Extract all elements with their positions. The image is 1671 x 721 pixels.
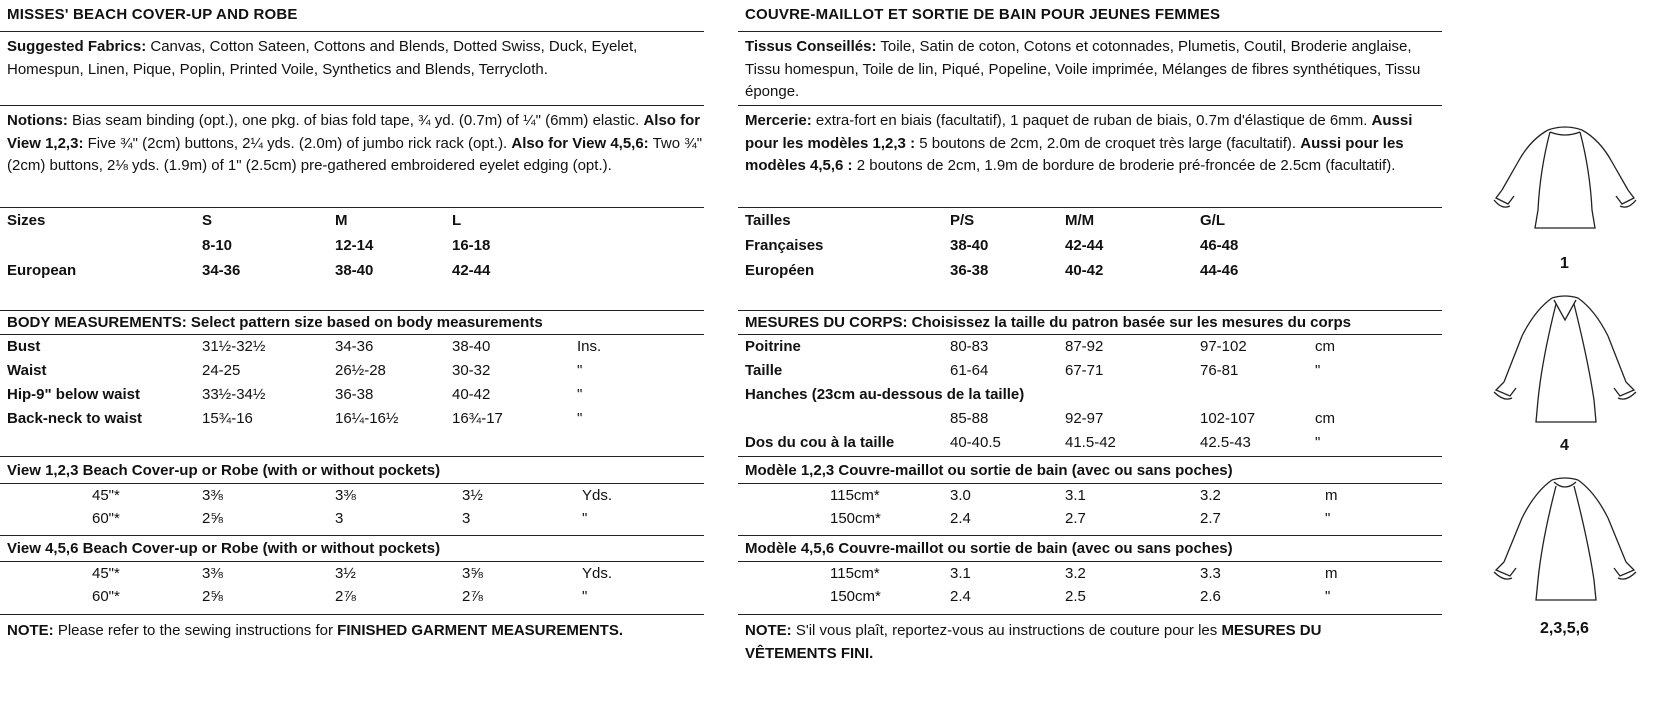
unit-value: Ins. (577, 338, 602, 355)
cell-value: 26½-28 (335, 362, 386, 379)
cell-value: 2⅝ (202, 510, 223, 527)
cell-value: 3½ (335, 565, 356, 582)
divider (738, 310, 1442, 311)
size-value: 42-44 (1065, 237, 1104, 254)
fabrics-text: Canvas, Cotton Sateen, Cottons and Blends, Dotted Swiss, Duck, Eyelet, Homespun, Linen, Pique, Poplin, Printed Voile, Synthetics and Blends, Terrycloth. (7, 38, 638, 78)
unit-value: cm (1315, 410, 1335, 427)
cell-value: 3⅜ (202, 487, 223, 504)
unit-value: " (577, 410, 583, 427)
size-value: 38-40 (950, 237, 989, 254)
cell-value: 97-102 (1200, 338, 1247, 355)
notions-also1-text: Five ¾" (2cm) buttons, 2¼ yds. (2.0m) of jumbo rick rack (opt.). (87, 134, 508, 152)
cell-value: 30-32 (452, 362, 491, 379)
note-label: NOTE: (7, 622, 54, 639)
fabric-width: 115cm* (830, 487, 880, 504)
size-value: 12-14 (335, 237, 374, 254)
fabric-width: 150cm* (830, 588, 881, 605)
divider (0, 207, 704, 208)
cell-value: 3.2 (1065, 565, 1086, 582)
cell-value: 2.5 (1065, 588, 1086, 605)
divider (738, 561, 1442, 562)
cell-value: 3⅜ (335, 487, 356, 504)
size-value: 34-36 (202, 262, 241, 279)
cell-value: 3.0 (950, 487, 971, 504)
cell-value: 87-92 (1065, 338, 1104, 355)
divider (738, 614, 1442, 615)
divider (738, 207, 1442, 208)
cell-value: 2.4 (950, 588, 971, 605)
cell-value: 80-83 (950, 338, 989, 355)
notions-text: Bias seam binding (opt.), one pkg. of bias fold tape, ¾ yd. (0.7m) of ¼" (6mm) elastic. (72, 112, 640, 129)
body-measurements-header: BODY MEASUREMENTS: Select pattern size based on body measurements (7, 314, 543, 331)
note-text: S'il vous plaît, reportez-vous au instructions de couture pour les (795, 622, 1218, 639)
note-paragraph (7, 620, 703, 643)
unit-value: " (1325, 510, 1331, 527)
cell-value: 3.1 (1065, 487, 1086, 504)
garment-view-4-image (1480, 290, 1650, 430)
unit-value: " (1315, 362, 1321, 379)
cell-value: 3 (335, 510, 344, 527)
unit-value: " (1315, 434, 1321, 451)
size-value: 46-48 (1200, 237, 1239, 254)
divider (0, 561, 704, 562)
notions-also2-label: Also for View 4,5,6: (511, 134, 649, 152)
cell-value: 2.6 (1200, 588, 1221, 605)
sizes-label: Sizes (7, 212, 46, 229)
size-col: P/S (950, 212, 975, 229)
unit-value: cm (1315, 338, 1335, 355)
row-label: Waist (7, 362, 47, 379)
cell-value: 3⅝ (462, 565, 483, 582)
cell-value: 3.1 (950, 565, 971, 582)
divider (0, 483, 704, 484)
cell-value: 34-36 (335, 338, 374, 355)
cell-value: 36-38 (335, 386, 374, 403)
size-value: 8-10 (202, 237, 233, 254)
unit-value: m (1325, 565, 1338, 582)
notions-paragraph-fr (745, 110, 1441, 178)
divider (738, 105, 1442, 106)
cell-value: 102-107 (1200, 410, 1256, 427)
divider (0, 334, 704, 335)
notions-also1-label: Aussi pour les modèles 1,2,3 : (745, 112, 1413, 152)
size-value: 36-38 (950, 262, 989, 279)
cell-value: 33½-34½ (202, 386, 266, 403)
figure-label: 1 (1560, 255, 1569, 272)
garment-view-2356-image (1480, 470, 1650, 610)
cell-value: 15¾-16 (202, 410, 253, 427)
row-label: Poitrine (745, 338, 801, 355)
row-label: Hanches (23cm au-dessous de la taille) (745, 386, 1025, 403)
notions-also1-label: Also for View 1,2,3: (7, 112, 701, 152)
unit-value: Yds. (582, 487, 613, 504)
divider (0, 105, 704, 106)
divider (0, 535, 704, 536)
row-label: Hip-9" below waist (7, 386, 140, 403)
unit-value: " (577, 386, 583, 403)
cell-value: 92-97 (1065, 410, 1104, 427)
page-title-fr: COUVRE-MAILLOT ET SORTIE DE BAIN POUR JEUNES FEMMES (745, 6, 1221, 23)
cell-value: 2.7 (1200, 510, 1221, 527)
cell-value: 2⅞ (462, 588, 483, 605)
fabrics-paragraph-fr (745, 36, 1441, 104)
notions-also2-label: Aussi pour les modèles 4,5,6 : (745, 134, 1404, 174)
size-col: L (452, 212, 462, 229)
francaises-label: Françaises (745, 237, 824, 254)
cell-value: 3⅜ (202, 565, 223, 582)
page-title: MISSES' BEACH COVER-UP AND ROBE (7, 6, 298, 23)
cell-value: 42.5-43 (1200, 434, 1251, 451)
notions-paragraph (7, 110, 703, 178)
cell-value: 16¼-16½ (335, 410, 399, 427)
notions-also1-text: 5 boutons de 2cm, 2.0m de croquet très large (facultatif). (919, 134, 1297, 152)
garment-illustrations (1465, 0, 1665, 721)
cell-value: 16¾-17 (452, 410, 503, 427)
fabric-width: 115cm* (830, 565, 880, 582)
notions-text: extra-fort en biais (facultatif), 1 paquet de ruban de biais, 0.7m d'élastique de 6mm. (815, 112, 1368, 129)
size-col: M/M (1065, 212, 1095, 229)
cell-value: 76-81 (1200, 362, 1239, 379)
european-label: Européen (745, 262, 815, 279)
size-col: G/L (1200, 212, 1225, 229)
european-label: European (7, 262, 77, 279)
divider (0, 614, 704, 615)
divider (738, 535, 1442, 536)
view456-header-fr: Modèle 4,5,6 Couvre-maillot ou sortie de bain (avec ou sans poches) (745, 540, 1233, 557)
fabric-width: 60"* (92, 588, 120, 605)
view123-header: View 1,2,3 Beach Cover-up or Robe (with or without pockets) (7, 462, 441, 479)
note-emphasis: MESURES DU VÊTEMENTS FINI. (745, 622, 1322, 662)
garment-view-1-image (1480, 110, 1650, 240)
unit-value: " (1325, 588, 1331, 605)
figure-label: 4 (1560, 437, 1569, 454)
cell-value: 3 (462, 510, 471, 527)
unit-value: m (1325, 487, 1338, 504)
fabrics-label: Tissus Conseillés: (745, 38, 877, 55)
divider (738, 31, 1442, 32)
divider (738, 483, 1442, 484)
unit-value: " (577, 362, 583, 379)
fabric-width: 150cm* (830, 510, 881, 527)
cell-value: 38-40 (452, 338, 491, 355)
cell-value: 40-42 (452, 386, 491, 403)
cell-value: 2.4 (950, 510, 971, 527)
divider (738, 334, 1442, 335)
note-text: Please refer to the sewing instructions for (57, 622, 333, 639)
cell-value: 3.3 (1200, 565, 1221, 582)
cell-value: 41.5-42 (1065, 434, 1116, 451)
note-emphasis: FINISHED GARMENT MEASUREMENTS. (337, 622, 623, 639)
cell-value: 2⅝ (202, 588, 223, 605)
fabric-width: 45"* (92, 487, 120, 504)
divider (0, 456, 704, 457)
cell-value: 85-88 (950, 410, 989, 427)
notions-label: Notions: (7, 112, 68, 129)
note-label: NOTE: (745, 622, 792, 639)
fabric-width: 45"* (92, 565, 120, 582)
cell-value: 40-40.5 (950, 434, 1001, 451)
divider (738, 456, 1442, 457)
notions-also2-text: 2 boutons de 2cm, 1.9m de bordure de broderie pré-froncée de 2.5cm (facultatif). (856, 157, 1396, 174)
unit-value: " (582, 510, 588, 527)
fabrics-label: Suggested Fabrics: (7, 38, 147, 55)
figure-label: 2,3,5,6 (1540, 620, 1589, 637)
fabrics-text: Toile, Satin de coton, Cotons et cotonnades, Plumetis, Coutil, Broderie anglaise, Tissu homespun, Toile de lin, Piqué, Popeline, Voile imprimée, Mélanges de fibres synthétiques, Tissu éponge. (745, 38, 1421, 100)
cell-value: 3½ (462, 487, 483, 504)
divider (0, 310, 704, 311)
view456-header: View 4,5,6 Beach Cover-up or Robe (with or without pockets) (7, 540, 441, 557)
size-value: 38-40 (335, 262, 374, 279)
size-col: S (202, 212, 213, 229)
size-value: 42-44 (452, 262, 491, 279)
sizes-label: Tailles (745, 212, 791, 229)
divider (0, 31, 704, 32)
row-label: Taille (745, 362, 783, 379)
row-label: Bust (7, 338, 41, 355)
size-value: 44-46 (1200, 262, 1239, 279)
size-value: 40-42 (1065, 262, 1104, 279)
cell-value: 2.7 (1065, 510, 1086, 527)
note-paragraph-fr (745, 620, 1345, 665)
view123-header-fr: Modèle 1,2,3 Couvre-maillot ou sortie de bain (avec ou sans poches) (745, 462, 1233, 479)
size-col: M (335, 212, 348, 229)
cell-value: 3.2 (1200, 487, 1221, 504)
cell-value: 2⅞ (335, 588, 356, 605)
body-measurements-header-fr: MESURES DU CORPS: Choisissez la taille du patron basée sur les mesures du corps (745, 314, 1352, 331)
unit-value: " (582, 588, 588, 605)
notions-also2-text: Two ¾" (2cm) buttons, 2⅛ yds. (1.9m) of 1" (2.5cm) pre-gathered embroidered eyelet edging (opt.). (7, 134, 703, 174)
cell-value: 61-64 (950, 362, 989, 379)
cell-value: 67-71 (1065, 362, 1104, 379)
fabrics-paragraph (7, 36, 703, 81)
fabric-width: 60"* (92, 510, 120, 527)
size-value: 16-18 (452, 237, 491, 254)
notions-label: Mercerie: (745, 112, 812, 129)
row-label: Back-neck to waist (7, 410, 143, 427)
cell-value: 24-25 (202, 362, 241, 379)
cell-value: 31½-32½ (202, 338, 266, 355)
unit-value: Yds. (582, 565, 613, 582)
row-label: Dos du cou à la taille (745, 434, 895, 451)
